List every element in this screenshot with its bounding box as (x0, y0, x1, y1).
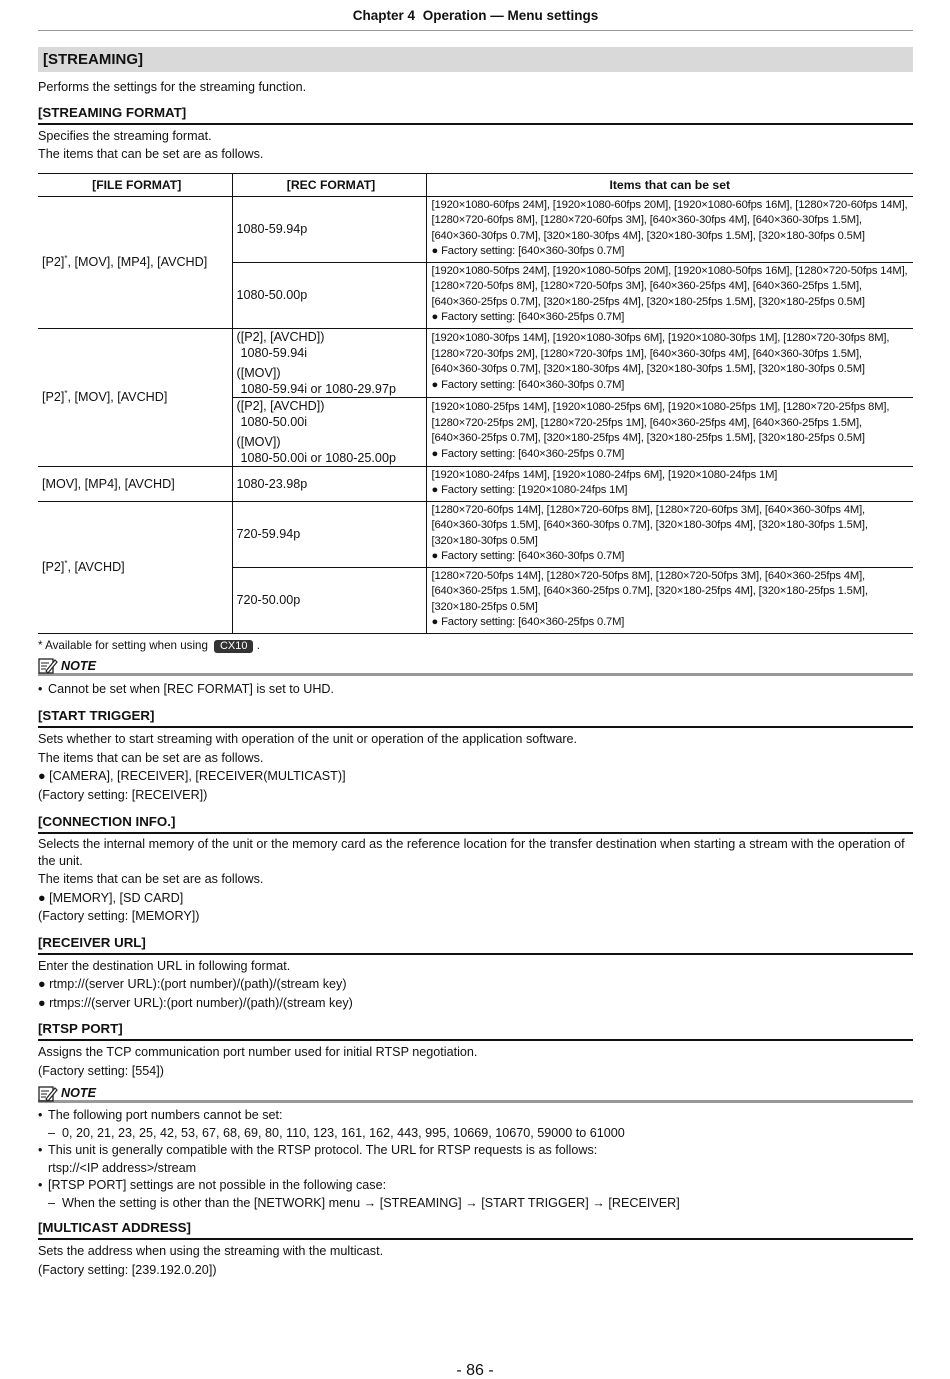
multicast-heading: [MULTICAST ADDRESS] (38, 1219, 913, 1240)
table-row (38, 196, 913, 262)
receiver-url-format: ● rtmp://(server URL):(port number)/(path)/(stream key) (38, 977, 347, 991)
footnote (38, 638, 913, 654)
rec-format-line: 1080-50.00i or 1080-25.00p (240, 450, 396, 465)
item-line: [1280×720-60fps 8M], [1280×720-60fps 3M], [640×360-30fps 4M], [640×360-30fps 1.5M], (431, 214, 862, 226)
multicast-factory: (Factory setting: [239.192.0.20]) (38, 1262, 217, 1277)
connection-info-text: The items that can be set are as follows. (38, 872, 264, 886)
section-title: [STREAMING] (38, 47, 913, 72)
connection-info-heading: [CONNECTION INFO.] (38, 813, 913, 834)
start-trigger-text: The items that can be set are as follows. (38, 750, 264, 765)
page-number: - 86 - (456, 1362, 494, 1379)
rec-format-line: ([P2], [AVCHD]) (236, 329, 325, 344)
footnote-end: . (256, 638, 260, 652)
note-pencil-icon (38, 1085, 58, 1102)
item-line: [640×360-25fps 0.7M], [320×180-25fps 4M], [320×180-25fps 1.5M], [320×180-25fps 0.5M] (431, 295, 865, 308)
item-line: [1920×1080-30fps 14M], [1920×1080-30fps 6M], [1920×1080-30fps 1M], [1280×720-30fps 8M], (431, 332, 890, 344)
rec-format-cell (232, 397, 426, 466)
item-line: [320×180-30fps 0.5M] (431, 534, 538, 547)
note-subitem: – 0, 20, 21, 23, 25, 42, 53, 67, 68, 69, 80, 110, 123, 161, 162, 443, 995, 10669, 10670, 59000 to 61000 (38, 1125, 913, 1143)
table-header-row (38, 173, 913, 196)
rtsp-port-text: Assigns the TCP communication port number used for initial RTSP negotiation. (38, 1045, 478, 1059)
item-line: ● Factory setting: [640×360-25fps 0.7M] (431, 447, 625, 460)
rec-format-line: 720-59.94p (236, 527, 301, 541)
item-line: [1920×1080-25fps 14M], [1920×1080-25fps 6M], [1920×1080-25fps 1M], [1280×720-25fps 8M], (431, 401, 890, 413)
item-line: ● Factory setting: [640×360-30fps 0.7M] (431, 550, 625, 562)
items-cell (426, 328, 913, 397)
streaming-format-desc: The items that can be set are as follows. (38, 147, 264, 161)
table-body (38, 196, 913, 633)
note-item: • Cannot be set when [REC FORMAT] is set to UHD. (38, 681, 913, 699)
items-cell (426, 196, 913, 262)
items-cell (426, 501, 913, 567)
streaming-format-desc: Specifies the streaming format. (38, 128, 212, 143)
item-line: ● Factory setting: [1920×1080-24fps 1M] (431, 484, 628, 496)
note-subitem: – When the setting is other than the [NETWORK] menu → [STREAMING] → [START TRIGGER] → [RECEIVER] (38, 1195, 913, 1213)
item-line: [320×180-25fps 0.5M] (431, 600, 538, 613)
rtsp-url: rtsp://<IP address>/stream (48, 1160, 197, 1175)
connection-info-factory: (Factory setting: [MEMORY]) (38, 909, 200, 923)
rec-format-line: 1080-59.94i (240, 345, 308, 360)
items-cell (426, 397, 913, 466)
item-line: ● Factory setting: [640×360-25fps 0.7M] (431, 311, 625, 323)
receiver-url-text: Enter the destination URL in following format. (38, 958, 291, 973)
rec-format-line: 1080-23.98p (236, 476, 308, 491)
column-header: [FILE FORMAT] (38, 173, 232, 196)
footnote-text: * Available for setting when using (38, 638, 208, 652)
item-line: ● Factory setting: [640×360-30fps 0.7M] (431, 245, 625, 257)
item-line: ● Factory setting: [640×360-30fps 0.7M] (431, 378, 625, 391)
page (38, 0, 913, 1279)
receiver-url-format: ● rtmps://(server URL):(port number)/(path)/(stream key) (38, 995, 353, 1010)
rtsp-port-heading: [RTSP PORT] (38, 1020, 913, 1041)
item-line: [640×360-30fps 1.5M], [640×360-30fps 0.7M], [320×180-30fps 4M], [320×180-30fps 1.5M], (431, 519, 868, 531)
column-header: Items that can be set (426, 173, 913, 196)
rtsp-port-factory: (Factory setting: [554]) (38, 1063, 164, 1078)
item-line: [1280×720-25fps 2M], [1280×720-25fps 1M], [640×360-25fps 4M], [640×360-25fps 1.5M], (431, 416, 862, 429)
rec-format-cell (232, 466, 426, 501)
rec-format-line: ([MOV]) (236, 365, 281, 380)
rec-format-line: ([MOV]) (236, 434, 281, 449)
note-item: • The following port numbers cannot be set: (38, 1107, 913, 1125)
item-line: [1920×1080-50fps 24M], [1920×1080-50fps 20M], [1920×1080-50fps 16M], [1280×720-50fps 14M], (431, 264, 908, 277)
connection-info-options: ● [MEMORY], [SD CARD] (38, 890, 184, 905)
items-cell (426, 262, 913, 328)
file-format-cell: [P2]*, [MOV], [AVCHD] (38, 328, 232, 466)
rec-format-line: 1080-50.00p (236, 288, 308, 302)
rec-format-cell (232, 567, 426, 633)
item-line: ● Factory setting: [640×360-25fps 0.7M] (431, 616, 625, 628)
connection-info-text: Selects the internal memory of the unit or the memory card as the reference location for the transfer destination when starting a stream with the operation of the unit. (38, 837, 905, 868)
note-pencil-icon (38, 657, 58, 674)
note-item: • [RTSP PORT] settings are not possible in the following case: (38, 1177, 913, 1195)
start-trigger-text: Sets whether to start streaming with operation of the unit or operation of the application software. (38, 732, 578, 746)
table-row (38, 466, 913, 501)
note-label: NOTE (61, 658, 96, 673)
chapter-title: Operation — Menu settings (422, 8, 599, 23)
items-cell (426, 466, 913, 501)
item-line: [640×360-30fps 0.7M], [320×180-30fps 4M], [320×180-30fps 1.5M], [320×180-30fps 0.5M] (431, 363, 865, 375)
file-format-cell: [P2]*, [MOV], [MP4], [AVCHD] (38, 196, 232, 328)
rec-format-line: 1080-59.94i or 1080-29.97p (240, 381, 396, 396)
note-header (38, 659, 913, 676)
item-line: [1280×720-50fps 8M], [1280×720-50fps 3M], [640×360-25fps 4M], [640×360-25fps 1.5M], (431, 280, 862, 292)
chapter-number: Chapter 4 (352, 8, 415, 23)
rec-format-line: ([P2], [AVCHD]) (236, 398, 325, 413)
streaming-format-table (38, 173, 913, 634)
item-line: [1920×1080-60fps 24M], [1920×1080-60fps 20M], [1920×1080-60fps 16M], [1280×720-60fps 14M], (431, 198, 908, 211)
model-badge: CX10 (214, 640, 254, 653)
section-intro: Performs the settings for the streaming function. (38, 80, 307, 94)
item-line: [640×360-25fps 0.7M], [320×180-25fps 4M], [320×180-25fps 1.5M], [320×180-25fps 0.5M] (431, 432, 865, 444)
file-format-cell: [P2]*, [AVCHD] (38, 501, 232, 633)
table-row (38, 501, 913, 567)
chapter-header (38, 0, 913, 31)
items-cell (426, 567, 913, 633)
note-header (38, 1086, 913, 1103)
item-line: [640×360-30fps 0.7M], [320×180-30fps 4M], [320×180-30fps 1.5M], [320×180-30fps 0.5M] (431, 229, 865, 242)
column-header: [REC FORMAT] (232, 173, 426, 196)
item-line: [1280×720-60fps 14M], [1280×720-60fps 8M], [1280×720-60fps 3M], [640×360-30fps 4M], (431, 503, 865, 516)
rec-format-line: 1080-50.00i (240, 414, 308, 429)
receiver-url-heading: [RECEIVER URL] (38, 934, 913, 955)
item-line: [640×360-25fps 1.5M], [640×360-25fps 0.7M], [320×180-25fps 4M], [320×180-25fps 1.5M], (431, 585, 868, 597)
note-label: NOTE (61, 1086, 96, 1100)
start-trigger-factory: (Factory setting: [RECEIVER]) (38, 787, 208, 802)
item-line: [1280×720-50fps 14M], [1280×720-50fps 8M], [1280×720-50fps 3M], [640×360-25fps 4M], (431, 569, 865, 582)
item-line: [1280×720-30fps 2M], [1280×720-30fps 1M], [640×360-30fps 4M], [640×360-30fps 1.5M], (431, 347, 862, 360)
streaming-format-heading: [STREAMING FORMAT] (38, 104, 913, 125)
rec-format-cell (232, 328, 426, 397)
rec-format-cell (232, 196, 426, 262)
rec-format-line: 1080-59.94p (236, 222, 308, 236)
table-row (38, 328, 913, 397)
multicast-text: Sets the address when using the streaming with the multicast. (38, 1244, 384, 1258)
item-line: [1920×1080-24fps 14M], [1920×1080-24fps 6M], [1920×1080-24fps 1M] (431, 468, 778, 481)
rec-format-cell (232, 501, 426, 567)
file-format-cell: [MOV], [MP4], [AVCHD] (38, 466, 232, 501)
start-trigger-heading: [START TRIGGER] (38, 707, 913, 728)
start-trigger-options: ● [CAMERA], [RECEIVER], [RECEIVER(MULTICAST)] (38, 769, 346, 783)
rec-format-cell (232, 262, 426, 328)
rec-format-line: 720-50.00p (236, 593, 301, 607)
note-item: • This unit is generally compatible with the RTSP protocol. The URL for RTSP requests is as follows: (38, 1142, 913, 1160)
